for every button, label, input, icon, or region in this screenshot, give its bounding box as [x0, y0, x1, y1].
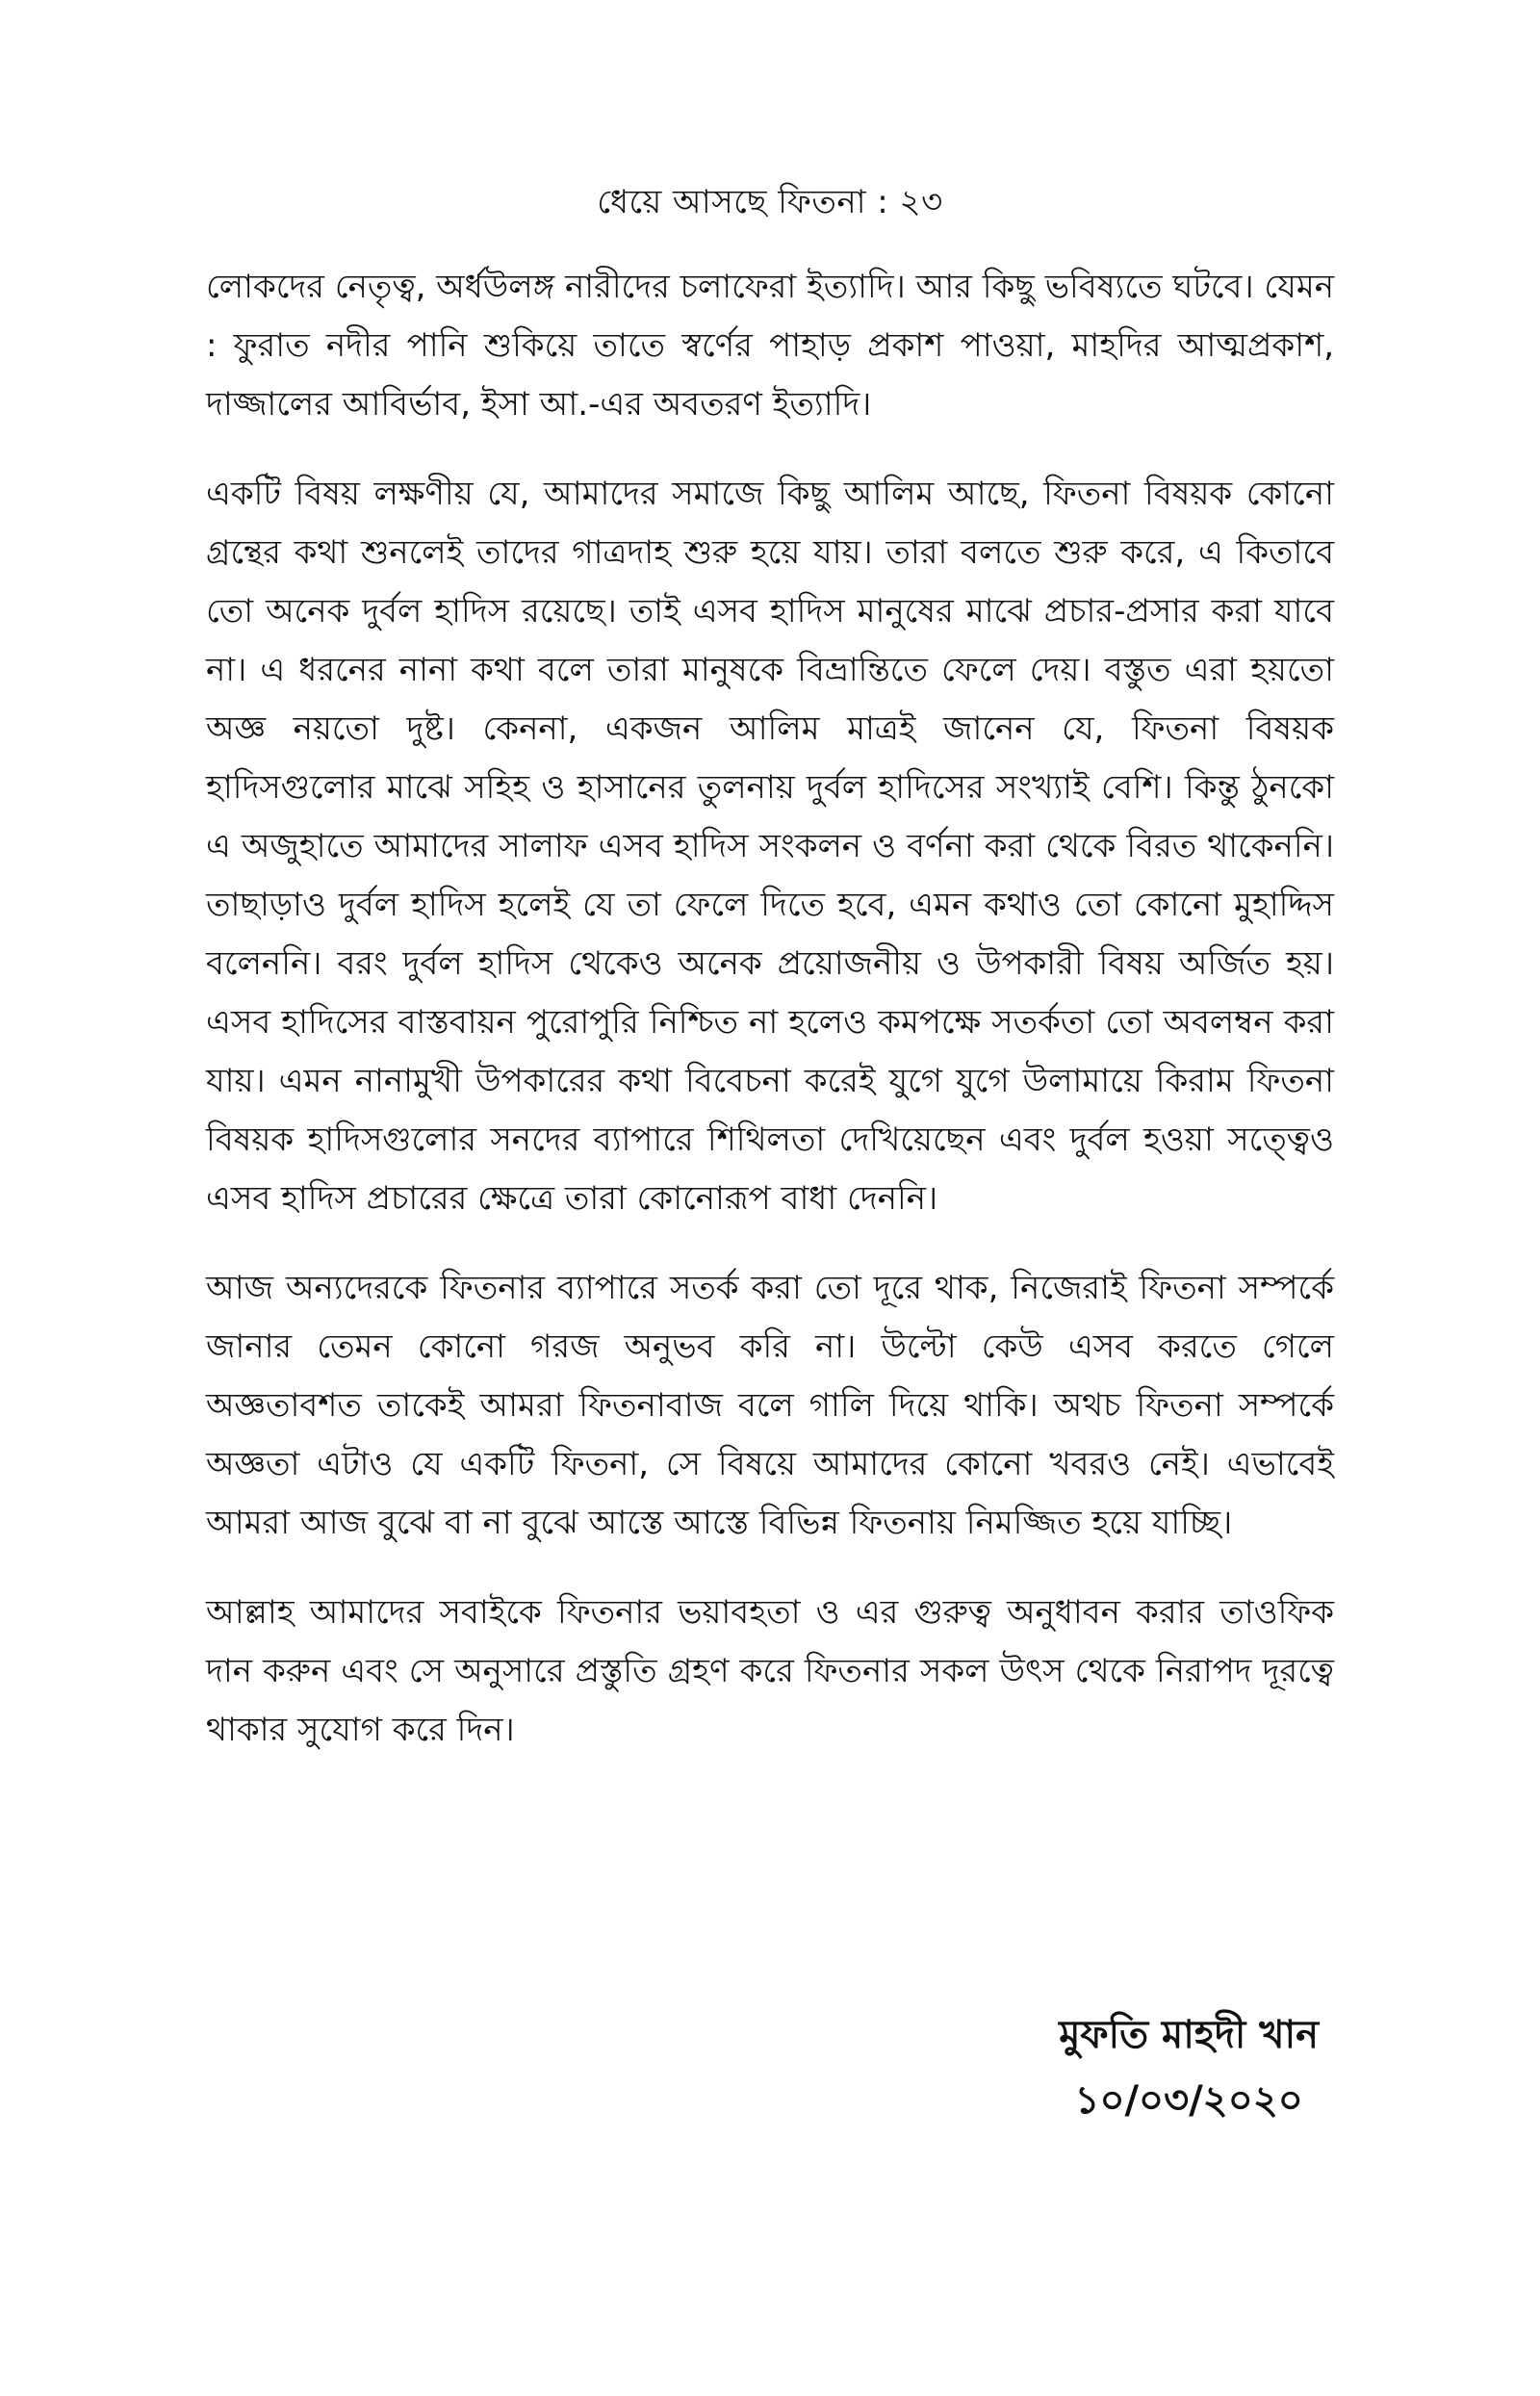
signature-block — [1059, 2002, 1319, 2133]
running-header: ধেয়ে আসছে ফিতনা : ২৩ — [597, 183, 943, 221]
paragraph: আল্লাহ আমাদের সবাইকে ফিতনার ভয়াবহতা ও এর গুরুত্ব অনুধাবন করার তাওফিক দান করুন এবং সে অনুসারে প্রস্তুতি গ্রহণ করে ফিতনার সকল উৎস থেকে নিরাপদ দূরত্বে থাকার সুযোগ করে দিন। — [206, 1593, 1334, 1749]
paragraph: লোকদের নেতৃত্ব, অর্ধউলঙ্গ নারীদের চলাফেরা ইত্যাদি। আর কিছু ভবিষ্যতে ঘটবে। যেমন : ফুরাত নদীর পানি শুকিয়ে তাতে স্বর্ণের পাহাড় প্রকাশ পাওয়া, মাহদির আত্মপ্রকাশ, দাজ্জালের আবির্ভাব, ইসা আ.-এর অবতরণ ইত্যাদি। — [206, 268, 1334, 424]
signature-date: ১০/০৩/২০২০ — [1074, 2078, 1303, 2123]
author-name: মুফতি মাহদী খান — [1059, 2013, 1319, 2057]
paragraph: একটি বিষয় লক্ষণীয় যে, আমাদের সমাজে কিছু আলিম আছে, ফিতনা বিষয়ক কোনো গ্রন্থের কথা শুনলেই তাদের গাত্রদাহ শুরু হয়ে যায়। তারা বলতে শুরু করে, এ কিতাবে তো অনেক দুর্বল হাদিস রয়েছে। তাই এসব হাদিস মানুষের মাঝে প্রচার-প্রসার করা যাবে না। এ ধরনের নানা কথা বলে তারা মানুষকে বিভ্রান্তিতে ফেলে দেয়। বস্তুত এরা হয়তো অজ্ঞ নয়তো দুষ্ট। কেননা, একজন আলিম মাত্রই জানেন যে, ফিতনা বিষয়ক হাদিসগুলোর মাঝে সহিহ ও হাসানের তুলনায় দুর্বল হাদিসের সংখ্যাই বেশি। কিন্তু ঠুনকো এ অজুহাতে আমাদের সালাফ এসব হাদিস সংকলন ও বর্ণনা করা থেকে বিরত থাকেননি। তাছাড়াও দুর্বল হাদিস হলেই যে তা ফেলে দিতে হবে, এমন কথাও তো কোনো মুহাদ্দিস বলেননি। বরং দুর্বল হাদিস থেকেও অনেক প্রয়োজনীয় ও উপকারী বিষয় অর্জিত হয়। এসব হাদিসের বাস্তবায়ন পুরোপুরি নিশ্চিত না হলেও কমপক্ষে সতর্কতা তো অবলম্বন করা যায়। এমন নানামুখী উপকারের কথা বিবেচনা করেই যুগে যুগে উলামায়ে কিরাম ফিতনা বিষয়ক হাদিসগুলোর সনদের ব্যাপারে শিথিলতা দেখিয়েছেন এবং দুর্বল হওয়া সত্ত্বেও এসব হাদিস প্রচারের ক্ষেত্রে তারা কোনোরূপ বাধা দেননি। — [206, 475, 1334, 1218]
paragraph: আজ অন্যদেরকে ফিতনার ব্যাপারে সতর্ক করা তো দূরে থাক, নিজেরাই ফিতনা সম্পর্কে জানার তেমন কোনো গরজ অনুভব করি না। উল্টো কেউ এসব করতে গেলে অজ্ঞতাবশত তাকেই আমরা ফিতনাবাজ বলে গালি দিয়ে থাকি। অথচ ফিতনা সম্পর্কে অজ্ঞতা এটাও যে একটি ফিতনা, সে বিষয়ে আমাদের কোনো খবরও নেই। এভাবেই আমরা আজ বুঝে বা না বুঝে আস্তে আস্তে বিভিন্ন ফিতনায় নিমজ্জিত হয়ে যাচ্ছি। — [206, 1269, 1334, 1542]
body-text — [206, 258, 1334, 1791]
